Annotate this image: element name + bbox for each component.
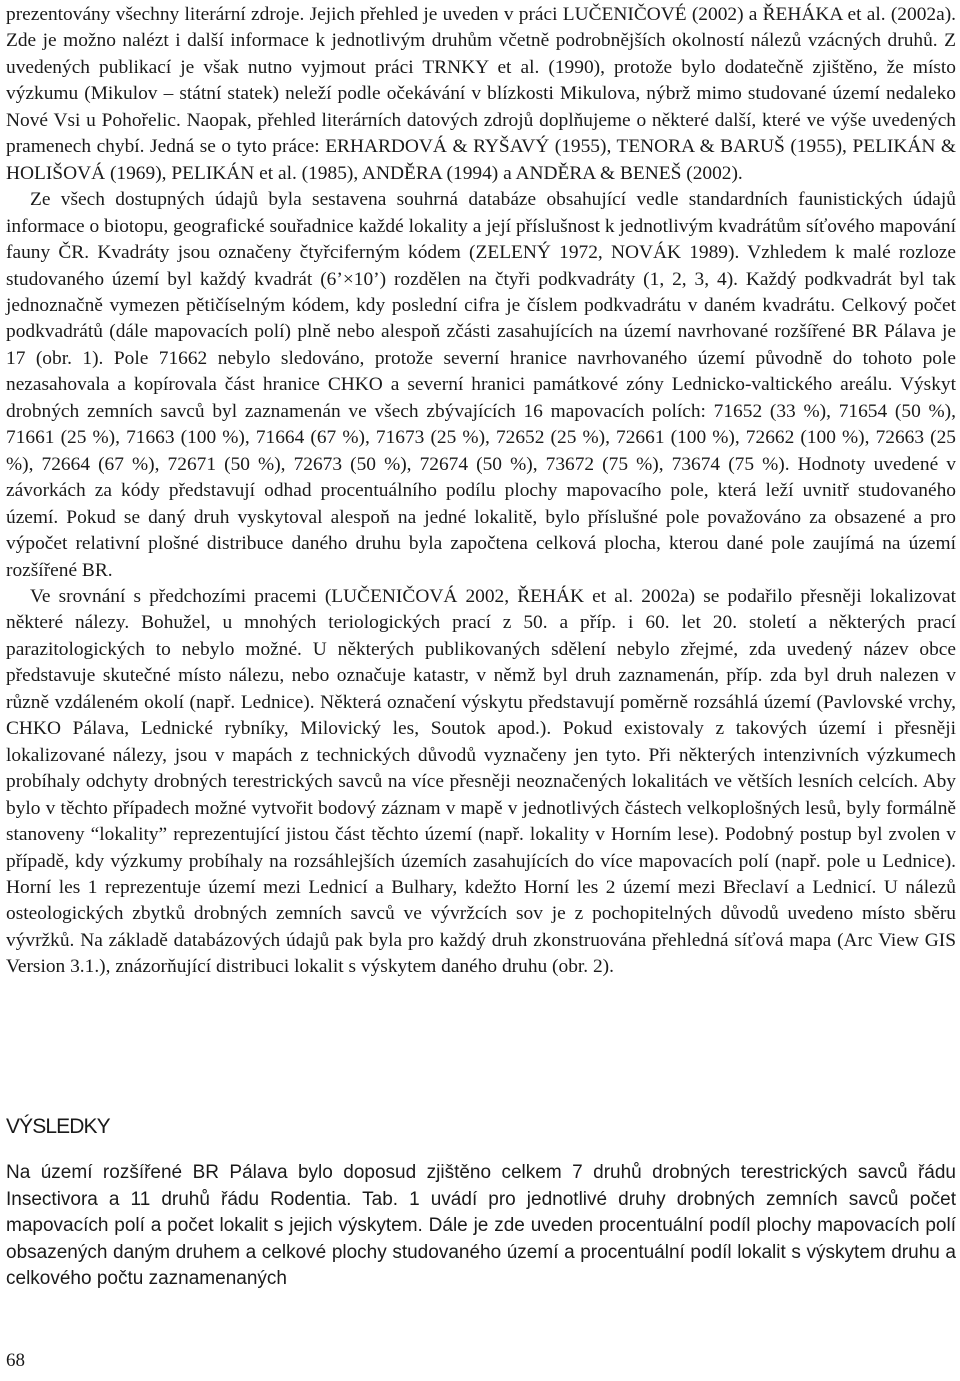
methods-section — [6, 2, 956, 981]
page-number: 68 — [6, 1350, 25, 1371]
methods-paragraph-2: Ze všech dostupných údajů byla sestavena souhrná databáze obsahující vedle standardních faunistických údajů informace o biotopu, geografické souřadnice každé lokality a její příslušnost k jednotlivým kvadrátům síťového mapování fauny ČR. Kvadráty jsou označeny čtyřciferným kódem (ZELENÝ 1972, NOVÁK 1989). Vzhledem k malé rozloze studovaného území byl každý kvadrát (6’×10’) rozdělen na čtyři podkvadráty (1, 2, 3, 4). Každý podkvadrát byl tak jednoznačně vymezen pětičíselným kódem, kdy poslední cifra je číslem podkvadrátu v daném kvadrátu. Celkový počet podkvadrátů (dále mapovacích polí) plně nebo alespoň zčásti zasahujících na území navrhované rozšířené BR Pálava je 17 (obr. 1). Pole 71662 nebylo sledováno, protože severní hranice navrhovaného území původně do tohoto pole nezasahovala a kopírovala část hranice CHKO a severní hranici památkové zóny Lednicko-valtického areálu. Výskyt drobných zemních savců byl zaznamenán ve všech zbývajících 16 mapovacích polích: 71652 (33 %), 71654 (50 %), 71661 (25 %), 71663 (100 %), 71664 (67 %), 71673 (25 %), 72652 (25 %), 72661 (100 %), 72662 (100 %), 72663 (25 %), 72664 (67 %), 72671 (50 %), 72673 (50 %), 72674 (50 %), 73672 (75 %), 73674 (75 %). Hodnoty uvedené v závorkách za kódy představují odhad procentuálního podílu plochy mapovacího pole, která leží uvnitř studovaného území. Pokud se daný druh vyskytoval alespoň na jedné lokalitě, bylo příslušné pole považováno za obsazené a pro výpočet relativní plošné distribuce daného druhu byla započtena celková plocha, kterou dané pole zaujímá na území rozšířené BR. — [6, 189, 956, 581]
methods-paragraph-1: prezentovány všechny literární zdroje. Jejich přehled je uveden v práci LUČENIČOVÉ (2002) a ŘEHÁKA et al. (2002a). Zde je možno nalézt i další informace k jednotlivým druhům včetně podrobnějších okolností nálezů vzácných druhů. Z uvedených publikací je však nutno vyjmout práci TRNKY et al. (1990), protože bylo dodatečně zjištěno, že místo výzkumu (Mikulov – státní statek) neleží podle očekávání v blízkosti Mikulova, nýbrž mimo studované území nedaleko Nové Vsi u Pohořelic. Naopak, přehled literárních datových zdrojů doplňujeme o některé další, které ve výše uvedených pramenech chybí. Jedná se o tyto práce: ERHARDOVÁ & RYŠAVÝ (1955), TENORA & BARUŠ (1955), PELIKÁN & HOLIŠOVÁ (1969), PELIKÁN et al. (1985), ANDĚRA (1994) a ANDĚRA & BENEŠ (2002). — [6, 4, 956, 184]
methods-paragraph-3: Ve srovnání s předchozími pracemi (LUČENIČOVÁ 2002, ŘEHÁK et al. 2002a) se podařilo přesněji lokalizovat některé nálezy. Bohužel, u mnohých teriologických prací z 50. a příp. i 60. let 20. století a některých prací parazitologických to nebylo možné. U některých publikovaných sdělení nebylo zřejmé, zda uvedený název obce představuje skutečné místo nálezu, nebo označuje katastr, v němž byl druh zaznamenán, příp. zda byl druh nalezen v různě vzdáleném okolí (např. Lednice). Některá označení výskytu představují poměrně rozsáhlá území (Pavlovské vrchy, CHKO Pálava, Lednické rybníky, Milovický les, Soutok apod.). Pokud existovaly z takových území i přesněji lokalizované nálezy, jsou v mapách z technických důvodů vyznačeny jen tyto. Při některých intenzivních výzkumech probíhaly odchyty drobných terestrických savců na více přesněji neoznačených lokalitách ve větších lesních celcích. Aby bylo v těchto případech možné vytvořit bodový záznam v mapě v jednotlivých částech velkoplošných lesů, byly formálně stanoveny “lokality” reprezentující jistou část těchto území (např. lokality v Horním lese). Podobný postup byl zvolen v případě, kdy výzkumy probíhaly na rozsáhlejších územích zasahujících do více mapovacích polí (např. pole u Lednice). Horní les 1 reprezentuje území mezi Lednicí a Bulhary, kdežto Horní les 2 území mezi Břeclaví a Lednicí. U nálezů osteologických zbytků drobných zemních savců ve vývržcích sov je z pochopitelných důvodů uvedeno místo sběru vývržků. Na základě databázových údajů pak byla pro každý druh zkonstruována přehledná síťová mapa (Arc View GIS Version 3.1.), znázorňující distribuci lokalit s výskytem daného druhu (obr. 2). — [6, 585, 956, 978]
results-heading: VÝSLEDKY — [6, 1115, 110, 1138]
results-paragraph-1: Na území rozšířené BR Pálava bylo doposud zjištěno celkem 7 druhů drobných terestrických savců řádu Insectivora a 11 druhů řádu Rodentia. Tab. 1 uvádí pro jednotlivé druhy drobných zemních savců počet mapovacích polí a počet lokalit s jejich výskytem. Dále je zde uveden procentuální podíl plochy mapovacích polí obsazených daným druhem a celkové plochy studovaného území a procentuální podíl lokalit s výskytem druhu a celkového počtu zaznamenaných — [6, 1162, 956, 1289]
